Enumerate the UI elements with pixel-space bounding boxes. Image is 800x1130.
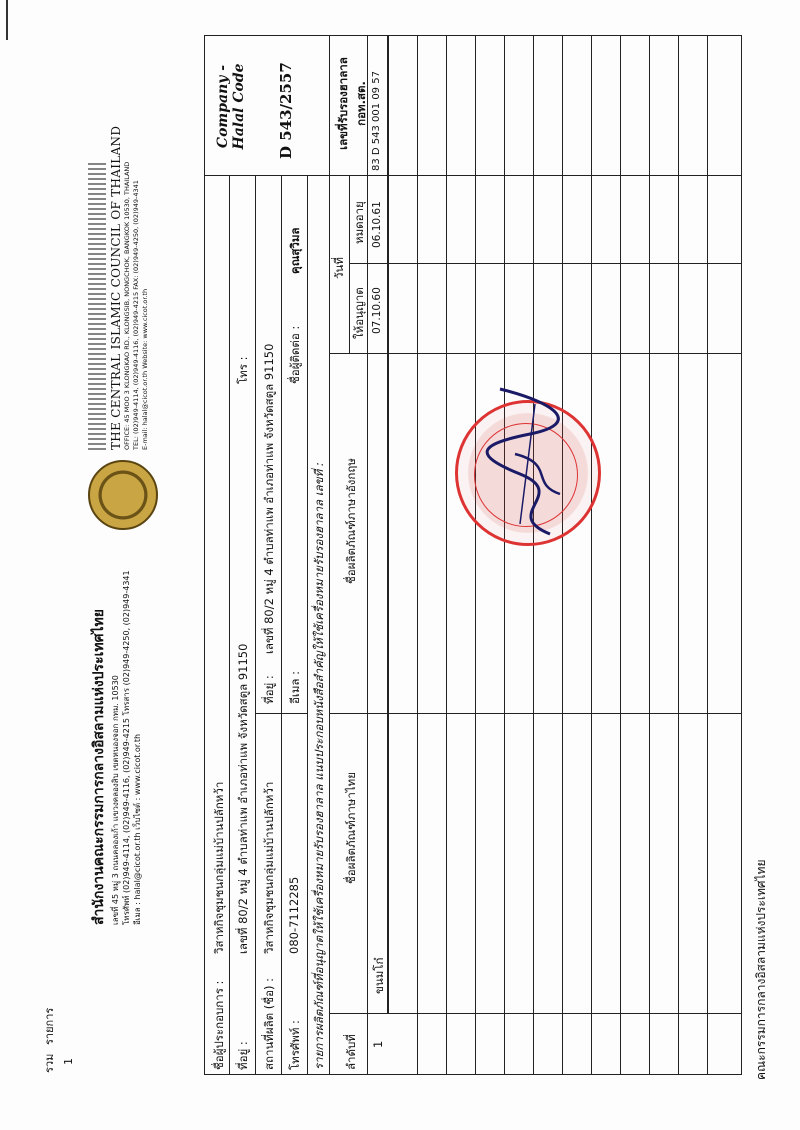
col-thai-name-header: ชื่อผลิตภัณฑ์ภาษาไทย: [344, 772, 358, 884]
table-row-line: [707, 36, 708, 1074]
table-row-line: [678, 36, 679, 1074]
org-footer: คณะกรรมการกลางอิสลามแห่งประเทศไทย: [754, 859, 768, 1080]
col-cert-header: เลขที่รับรองฮาลาล กอท.สต.: [336, 57, 368, 150]
row-divider: [229, 176, 230, 1074]
tel-label: โทรศัพท์ :: [288, 1020, 302, 1070]
col-expire-header: หมดอายุ: [352, 201, 366, 244]
row-1-thai-name: ขนมโก๋: [372, 957, 386, 994]
email-label: อีเมล :: [288, 671, 302, 704]
col-divider-thai: [329, 713, 741, 714]
row-1-underline: [387, 36, 389, 1014]
row-1-cert-no: 83 D 543 001 09 57: [371, 71, 382, 171]
table-row-line: [649, 36, 650, 1074]
row-1-issue: 07.10.60: [371, 287, 383, 334]
col-divider-eng: [329, 353, 741, 354]
eng-office: OFFICE: 45 MOO 3 KLONGKAO RD., KLONGSIB, NONGCHOK, BANGKOK 10530, THAILAND: [123, 161, 131, 450]
halal-product-list-sheet: [43, 35, 742, 1075]
address-value: เลขที่ 80/2 หมู่ 4 ตำบลท่าแพ อำเภอท่าแพ จังหวัดสตูล 91150: [236, 643, 250, 954]
operator-label: ชื่อผู้ประกอบการ :: [212, 980, 226, 1070]
thai-address: เลขที่ 45 หมู่ 3 ถนนคลองเก้า แขวงคลองสิบ เขตหนองจอก กทม. 10530: [111, 675, 120, 925]
code-column-divider: [205, 175, 741, 176]
left-margin-line: [6, 0, 8, 40]
col-issue-header: ให้อนุญาต: [352, 287, 366, 339]
thai-phone: โทรศัพท์ (02)949-4114, (02)949-4116, (02)949-4215 โทรสาร (02)949-4250, (02)949-4341: [122, 570, 131, 925]
table-row-line: [562, 36, 563, 1074]
address-label: ที่อยู่ :: [236, 1041, 250, 1070]
thai-org-name: สำนักงานคณะกรรมการกลางอิสลามแห่งประเทศไทย: [91, 609, 107, 925]
col-eng-name-header: ชื่อผลิตภัณฑ์ภาษาอังกฤษ: [344, 458, 358, 584]
col-divider-date: [349, 263, 741, 264]
date-subheader-line: [349, 176, 350, 354]
signature: [460, 374, 590, 554]
eng-org-name: THE CENTRAL ISLAMIC COUNCIL OF THAILAND: [109, 125, 123, 450]
col-date-header: วันที่: [332, 257, 346, 279]
table-row-line: [591, 36, 592, 1074]
company-code-value: D 543/2557: [277, 62, 295, 159]
thai-email: อีเมล : halal@cicot.or.th เว็บไซต์ : www.cicot.or.th: [133, 733, 142, 925]
table-top-line: [329, 36, 330, 1074]
row-divider: [281, 176, 282, 1074]
cicot-seal-logo: [88, 460, 158, 530]
plant-address-value: เลขที่ 80/2 หมู่ 4 ตำบลท่าแพ อำเภอท่าแพ จังหวัดสตูล 91150: [262, 343, 276, 654]
total-label: รวม: [43, 1053, 56, 1073]
table-row-line: [446, 36, 447, 1074]
table-row-line: [504, 36, 505, 1074]
table-header-bottom: [367, 36, 368, 1074]
table-row-line: [475, 36, 476, 1074]
product-list-caption: รายการผลิตภัณฑ์ที่อนุญาตให้ใช้เครื่องหมายรับรองฮาลาล แนบประกอบหนังสือสำคัญให้ใช้เครื่องหมายรับรองฮาลาล เลขที่ :: [312, 462, 326, 1070]
plant-label: สถานที่ผลิต (ชื่อ) :: [262, 977, 276, 1070]
eng-org-block: [88, 125, 150, 450]
arabic-calligraphy-logo: [88, 160, 106, 450]
items-label: รายการ: [43, 1007, 56, 1045]
row-1-expire: 06.10.61: [371, 201, 383, 248]
col-no-header: ลำดับที่: [344, 1034, 358, 1070]
total-count: 1: [62, 1058, 75, 1065]
contact-value: คุณสุวิมล: [288, 227, 302, 274]
tel-value: 080-7112285: [287, 876, 301, 954]
table-row-line: [533, 36, 534, 1074]
thai-org-block: [88, 545, 143, 925]
letterhead: [82, 35, 202, 1075]
eng-tel: TEL: (02)949-4114, (02)949-4116, (02)949-4215 FAX: (02)949-4250, (02)949-4341: [132, 180, 140, 450]
operator-value: วิสาหกิจชุมชนกลุ่มแม่บ้านปลักหว้า: [212, 781, 226, 954]
plant-address-label: ที่อยู่ :: [262, 675, 276, 704]
table-row-line: [417, 36, 418, 1074]
form-frame: [204, 35, 742, 1075]
plant-value: วิสาหกิจชุมชนกลุ่มแม่บ้านปลักหว้า: [262, 781, 276, 954]
row-divider: [255, 176, 256, 1074]
eng-email: E-mail: halal@cicot.or.th Website: www.cicot.or.th: [141, 288, 149, 450]
row-divider: [307, 176, 308, 1074]
contact-label: ชื่อผู้ติดต่อ :: [288, 325, 302, 384]
row-1-no: 1: [371, 1040, 385, 1048]
phone-right-label: โทร :: [236, 356, 250, 384]
table-row-line: [620, 36, 621, 1074]
company-code-label: Company - Halal Code: [215, 63, 247, 150]
col-divider-no: [329, 1013, 741, 1014]
